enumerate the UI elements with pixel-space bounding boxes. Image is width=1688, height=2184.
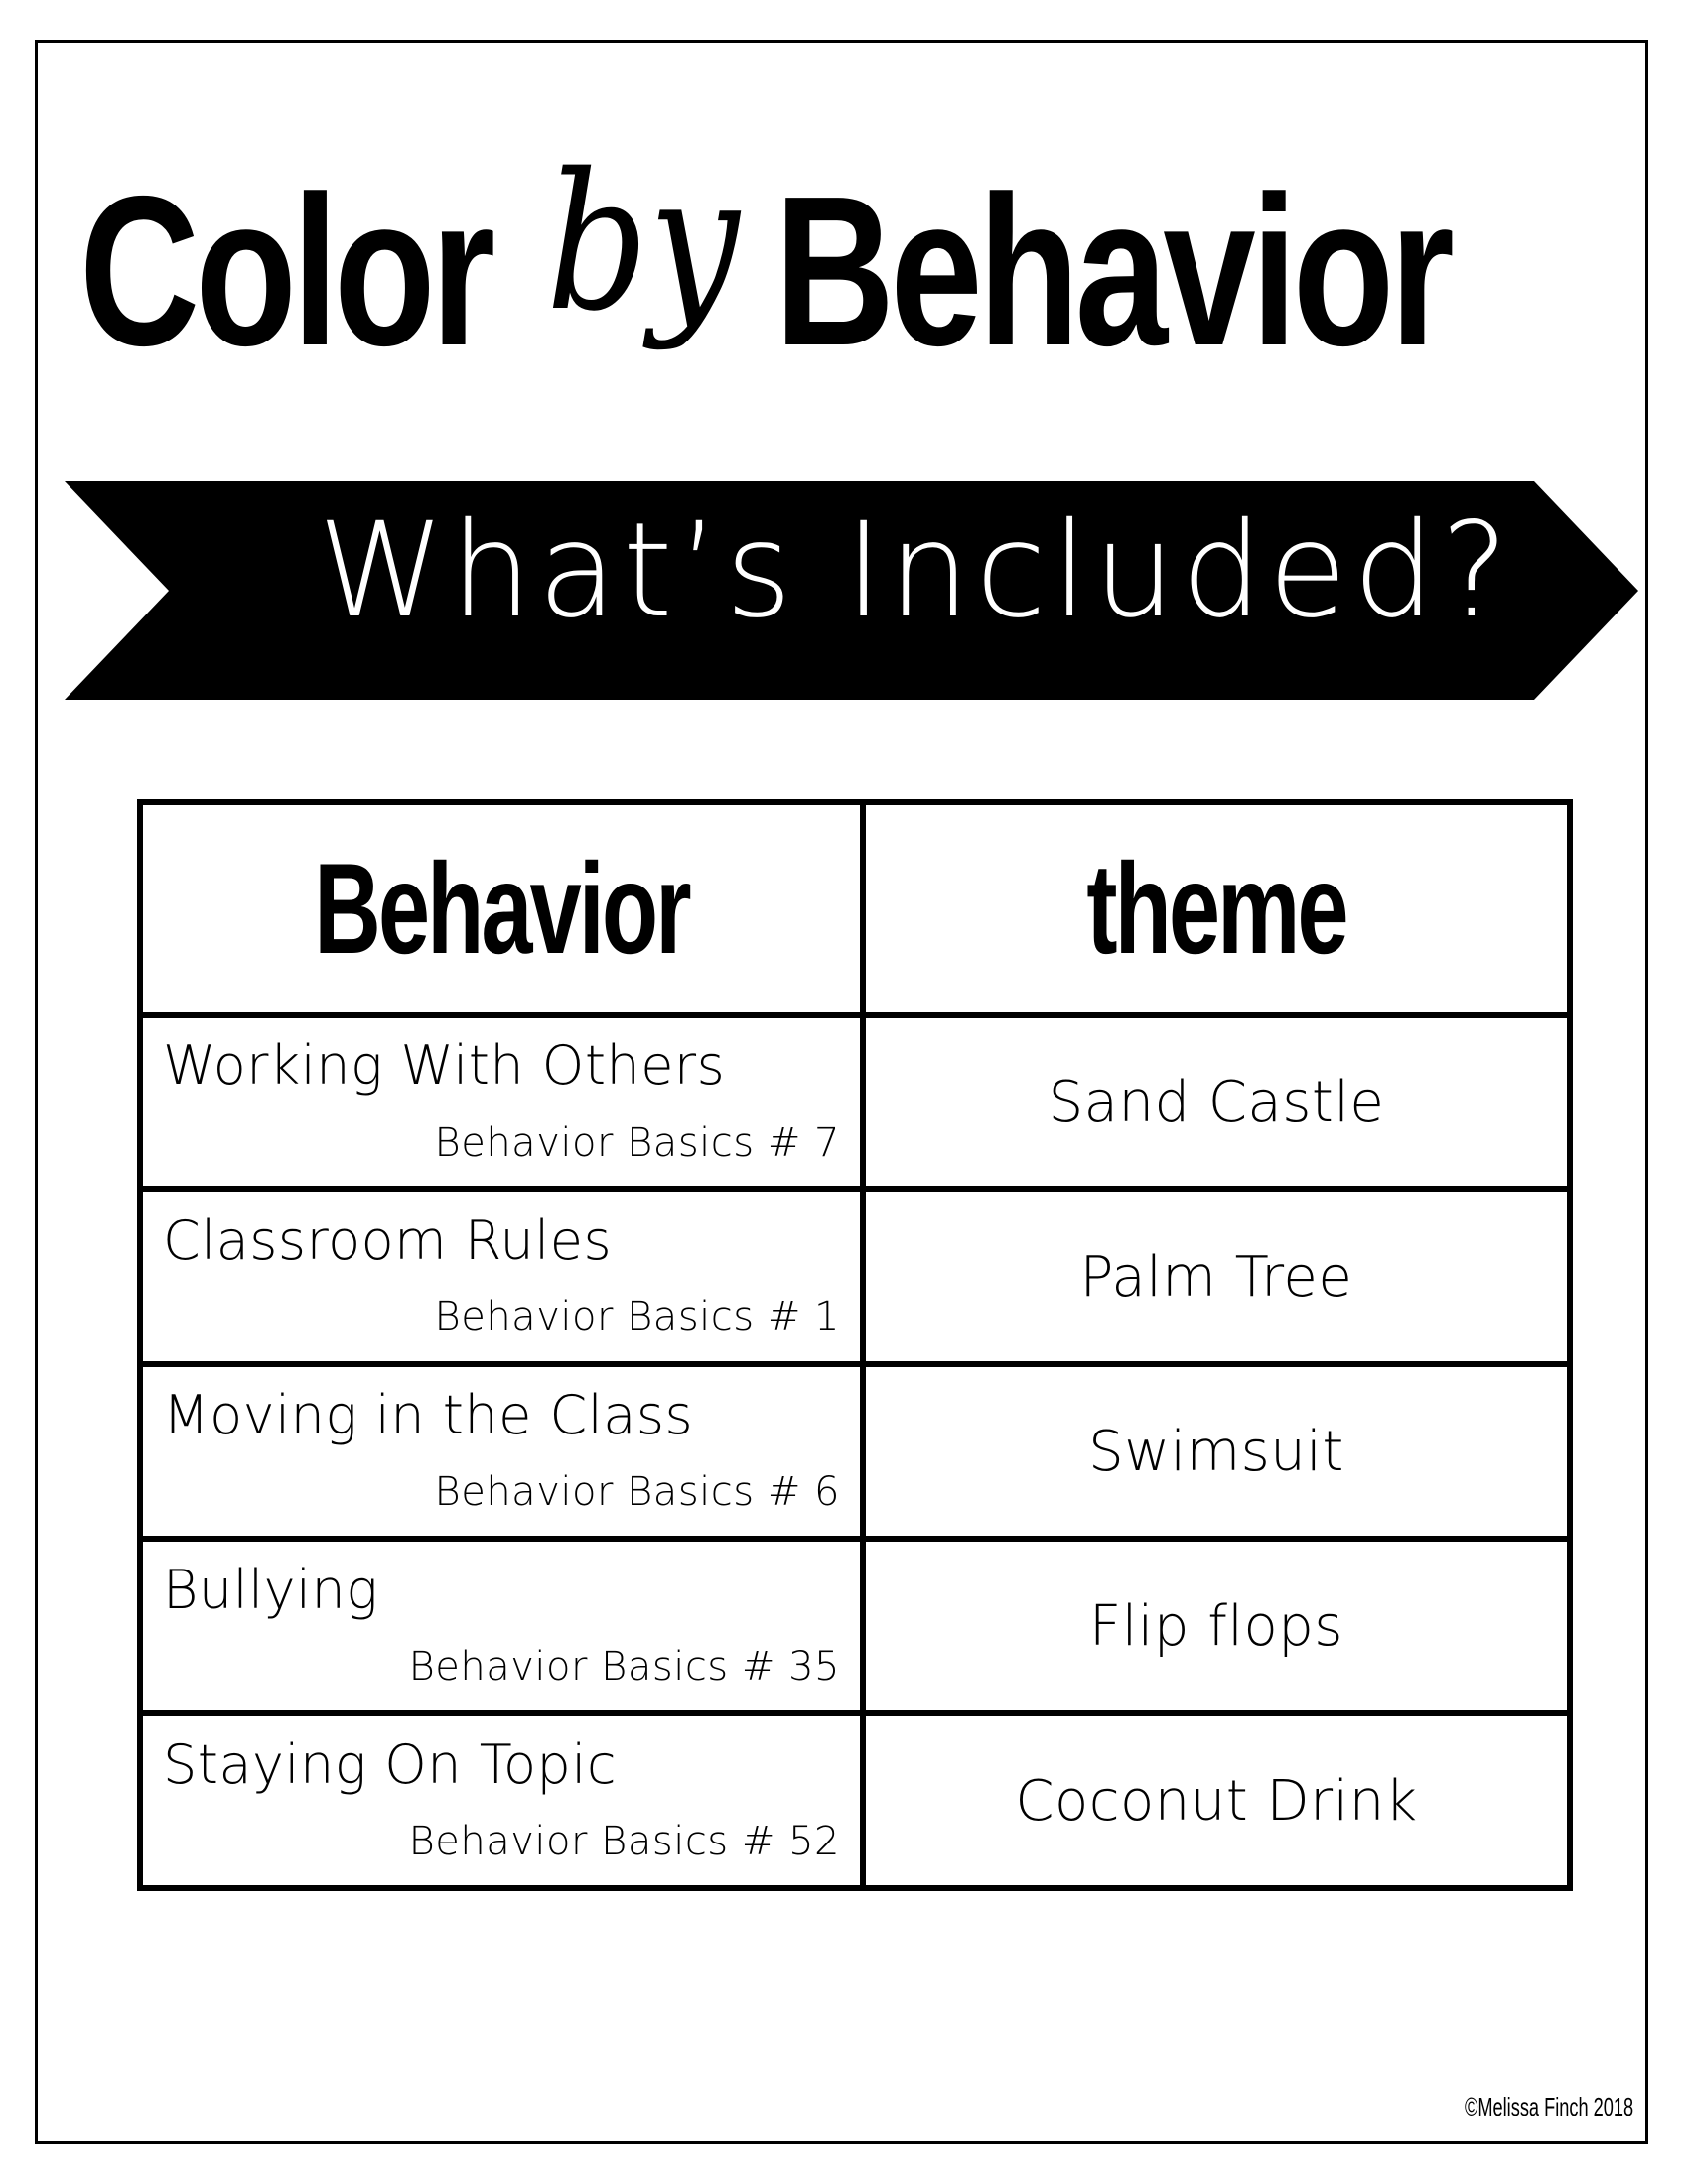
header-theme: theme [863, 802, 1570, 1015]
page-title [79, 133, 1529, 447]
header-behavior: Behavior [140, 802, 863, 1015]
section-banner [65, 481, 1638, 700]
behavior-cell [140, 1015, 863, 1189]
behavior-cell [140, 1189, 863, 1364]
included-table [137, 799, 1567, 1891]
behavior-name: Working With Others [163, 1034, 726, 1097]
behavior-name: Staying On Topic [163, 1733, 618, 1796]
behavior-cell [140, 1364, 863, 1539]
behavior-name: Classroom Rules [163, 1209, 613, 1272]
behavior-source: Behavior Basics # 7 [434, 1120, 840, 1165]
behavior-source: Behavior Basics # 35 [408, 1644, 840, 1690]
table-row [140, 1539, 1570, 1713]
copyright-notice: ©Melissa Finch 2018 [1464, 2092, 1633, 2121]
table-row [140, 1189, 1570, 1364]
behavior-source: Behavior Basics # 52 [408, 1819, 840, 1864]
theme-cell: Swimsuit [863, 1364, 1570, 1539]
behavior-cell [140, 1539, 863, 1713]
table-header-row [140, 802, 1570, 1015]
behavior-source: Behavior Basics # 6 [434, 1469, 840, 1515]
behavior-cell [140, 1713, 863, 1888]
table-row [140, 1713, 1570, 1888]
behavior-source: Behavior Basics # 1 [434, 1295, 840, 1340]
banner-heading: What’s Included? [318, 494, 1515, 647]
table-row [140, 1364, 1570, 1539]
title-word-by: by [546, 133, 740, 352]
theme-cell: Coconut Drink [863, 1713, 1570, 1888]
table-row [140, 1015, 1570, 1189]
behavior-name: Moving in the Class [163, 1384, 694, 1446]
title-word-color: Color [79, 151, 492, 390]
behavior-name: Bullying [163, 1559, 379, 1621]
title-word-behavior: Behavior [774, 151, 1451, 390]
theme-cell: Flip flops [863, 1539, 1570, 1713]
theme-cell: Palm Tree [863, 1189, 1570, 1364]
theme-cell: Sand Castle [863, 1015, 1570, 1189]
